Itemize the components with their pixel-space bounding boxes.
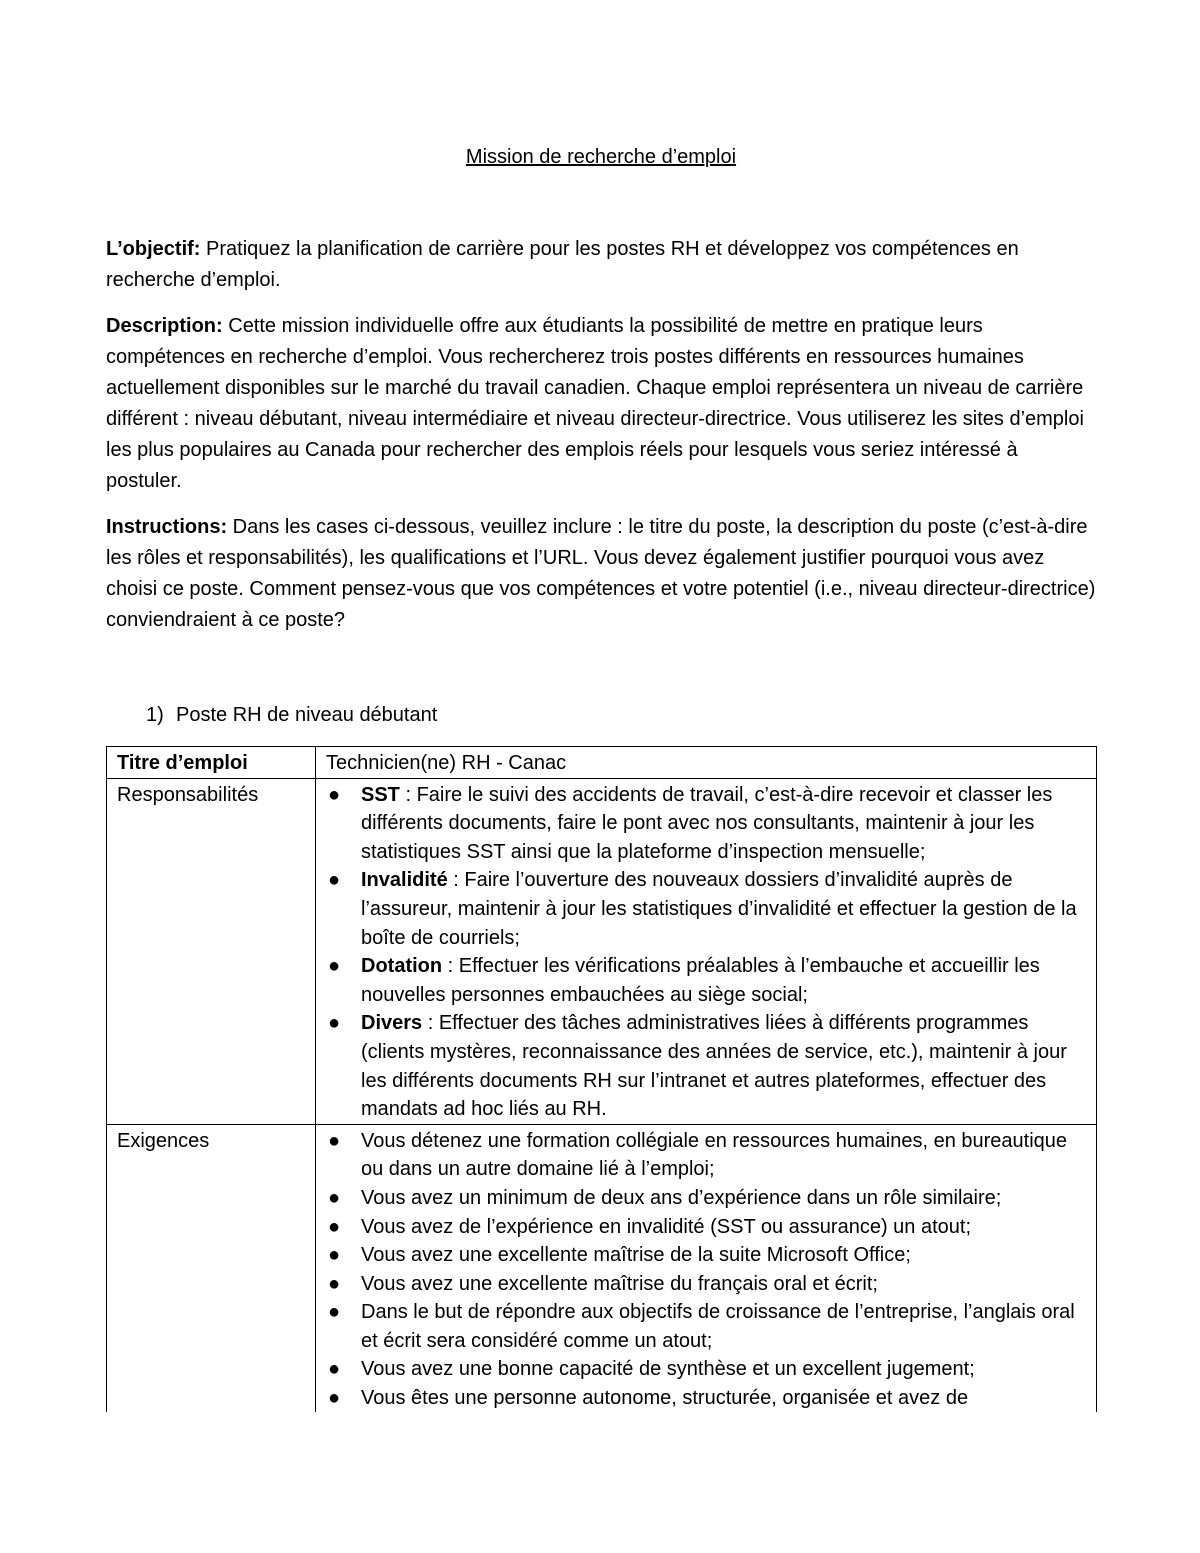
table-row-requirements [107,1124,1097,1412]
item-text: Vous avez un minimum de deux ans d’expérience dans un rôle similaire; [361,1186,1002,1209]
description-paragraph [106,311,1096,497]
objective-label: L’objectif: [106,238,201,260]
document-title: Mission de recherche d’emploi [465,146,737,168]
bullet-icon: ● [328,1272,341,1295]
objective-text: Pratiquez la planification de carrière pour les postes RH et développez vos compétences en recherche d’emploi. [106,238,1019,291]
list-item [326,1270,1086,1299]
section-number: 1) [146,704,164,726]
item-text: : Effectuer des tâches administratives liées à différents programmes (clients mystères, reconnaissance des années de service, etc.), maintenir à jour les différents documents RH sur l’intranet et autres plateformes, effectuer des mandats ad hoc liés au RH. [361,1012,1067,1121]
instructions-label: Instructions: [106,516,228,538]
list-item [326,1213,1086,1242]
list-item [326,1184,1086,1213]
section-heading-text: Poste RH de niveau débutant [176,704,438,726]
responsibilities-cell [316,778,1097,1124]
item-text: Vous avez une bonne capacité de synthèse et un excellent jugement; [361,1358,975,1381]
list-item [326,1009,1086,1123]
responsibilities-list [326,781,1086,1124]
bullet-icon: ● [328,1012,341,1035]
job-title-label: Titre d’emploi [107,747,316,779]
list-item [326,1298,1086,1355]
instructions-paragraph [106,512,1096,636]
job-table [106,746,1097,1412]
section-heading-1 [146,701,437,729]
bullet-icon: ● [328,1244,341,1267]
list-item [326,1355,1086,1384]
bullet-icon: ● [328,1129,341,1152]
item-text: Vous détenez une formation collégiale en ressources humaines, en bureautique ou dans un autre domaine lié à l’emploi; [361,1129,1068,1181]
bullet-icon: ● [328,1215,341,1238]
item-text: Vous avez de l’expérience en invalidité (SST ou assurance) un atout; [361,1215,971,1238]
item-text: : Faire le suivi des accidents de travail, c’est-à-dire recevoir et classer les différents documents, faire le pont avec nos consultants, maintenir à jour les statistiques SST ainsi que la plateforme d’inspection mensuelle; [361,783,1053,863]
list-item [326,1384,1086,1412]
bullet-icon: ● [328,869,341,892]
requirements-cell [316,1124,1097,1412]
table-row-responsibilities [107,778,1097,1124]
item-bold: Invalidité [361,869,448,892]
item-text: Vous êtes une personne autonome, structurée, organisée et avez de [361,1387,969,1410]
responsibilities-label: Responsabilités [107,778,316,1124]
item-bold: Dotation [361,955,443,978]
list-item [326,781,1086,867]
item-text: Vous avez une excellente maîtrise du français oral et écrit; [361,1272,878,1295]
bullet-icon: ● [328,1186,341,1209]
item-text: Vous avez une excellente maîtrise de la suite Microsoft Office; [361,1244,911,1267]
job-table-wrapper [106,746,1098,1412]
item-text: : Effectuer les vérifications préalables à l’embauche et accueillir les nouvelles personnes embauchées au siège social; [361,955,1040,1006]
item-text: Dans le but de répondre aux objectifs de croissance de l’entreprise, l’anglais oral et écrit sera considéré comme un atout; [361,1301,1075,1352]
list-item [326,1241,1086,1270]
objective-paragraph [106,234,1096,296]
table-row-title [107,747,1097,779]
list-item [326,952,1086,1009]
description-text: Cette mission individuelle offre aux étudiants la possibilité de mettre en pratique leurs compétences en recherche d’emploi. Vous rechercherez trois postes différents en ressources humaines actuellement disponibles sur le marché du travail canadien. Chaque emploi représentera un niveau de carrière différent : niveau débutant, niveau intermédiaire et niveau directeur-directrice. Vous utiliserez les sites d’emploi les plus populaires au Canada pour rechercher des emplois réels pour lesquels vous seriez intéressé à postuler. [106,315,1084,492]
item-bold: Divers [361,1012,423,1035]
bullet-icon: ● [328,1387,341,1410]
description-label: Description: [106,315,223,337]
bullet-icon: ● [328,1358,341,1381]
item-bold: SST [361,783,400,806]
instructions-text: Dans les cases ci-dessous, veuillez inclure : le titre du poste, la description du poste (c’est-à-dire les rôles et responsabilités), les qualifications et l’URL. Vous devez également justifier pourquoi vous avez choisi ce poste. Comment pensez-vous que vos compétences et votre potentiel (i.e., niveau directeur-directrice) conviendraient à ce poste? [106,516,1096,631]
list-item [326,866,1086,952]
requirements-list [326,1127,1086,1412]
item-text: : Faire l’ouverture des nouveaux dossiers d’invalidité auprès de l’assureur, maintenir à jour les statistiques d’invalidité et effectuer la gestion de la boîte de courriels; [361,869,1077,949]
list-item [326,1127,1086,1184]
requirements-label: Exigences [107,1124,316,1412]
job-title-value: Technicien(ne) RH - Canac [316,747,1097,779]
bullet-icon: ● [328,1301,341,1324]
bullet-icon: ● [328,783,341,806]
bullet-icon: ● [328,955,341,978]
